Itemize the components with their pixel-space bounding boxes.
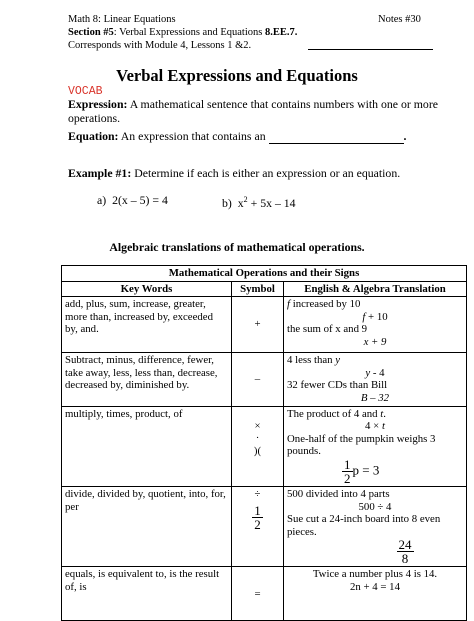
fraction-denominator: 8 — [401, 551, 409, 567]
example-label: Example #1: — [68, 166, 132, 180]
keywords-cell: multiply, times, product, of — [62, 406, 232, 486]
translation-text: increased by 10 — [290, 298, 361, 311]
table-row — [62, 406, 467, 486]
algebra-text: 4 × — [365, 420, 382, 433]
parentheses-symbol: )( — [253, 444, 262, 457]
times-symbol: × — [254, 419, 261, 432]
table-row — [62, 297, 467, 353]
keywords-cell: equals, is equivalent to, is the result of, is — [62, 567, 232, 621]
course-title: Math 8: Linear Equations — [68, 14, 176, 25]
keywords-cell: Subtract, minus, difference, fewer, take away, less, less than, decrease, decreased by, diminished by. — [62, 353, 232, 406]
expression-definition — [68, 97, 448, 125]
equals-symbol: = — [232, 567, 284, 621]
translation-algebra — [287, 420, 463, 433]
header-symbol: Symbol — [232, 281, 284, 297]
fraction-numerator: 1 — [254, 502, 261, 518]
example-a-label: a) — [97, 193, 107, 207]
header-key-words: Key Words — [62, 281, 232, 297]
translation-text: 32 fewer CDs than Bill — [287, 379, 388, 392]
keywords-cell: add, plus, sum, increase, greater, more than, increased by, exceeded by, and. — [62, 297, 232, 353]
fraction-denominator: 2 — [254, 516, 261, 532]
name-blank — [308, 49, 433, 50]
section-text: : Verbal Expressions and Equations — [113, 27, 265, 38]
translation-cell — [284, 297, 467, 353]
translation-text: The product of 4 and — [287, 407, 381, 420]
table-header-row — [62, 281, 467, 297]
variable-t: t — [381, 420, 385, 433]
multiply-symbols — [232, 406, 284, 486]
equation-end: . — [403, 129, 407, 143]
expression-def: A mathematical sentence that contains numbers with one or more operations. — [68, 97, 438, 125]
module-line: Corresponds with Module 4, Lessons 1 &2. — [68, 40, 252, 51]
fraction — [397, 538, 414, 565]
variable-f: f — [287, 298, 290, 311]
example-a-expr: 2(x – 5) = 4 — [112, 193, 168, 207]
example-b — [222, 193, 296, 210]
fraction-denominator: 2 — [344, 470, 351, 486]
table-row — [62, 486, 467, 566]
header-translation: English & Algebra Translation — [284, 281, 467, 297]
section-line — [68, 27, 297, 39]
equation-def: An expression that contains an — [118, 129, 269, 143]
variable-y: y — [335, 354, 341, 367]
translation-cell — [284, 353, 467, 406]
fraction — [342, 458, 353, 485]
page-title: Verbal Expressions and Equations — [116, 66, 358, 85]
example-b-label: b) — [222, 195, 232, 210]
standard-code: 8.EE.7. — [264, 27, 298, 38]
fraction-answer — [287, 538, 463, 565]
fraction-numerator: 24 — [398, 537, 412, 553]
section-label: Section #5 — [68, 27, 114, 38]
example-b-rest: + 5x – 14 — [247, 195, 296, 210]
equation-term: Equation: — [68, 129, 119, 143]
algebra-text: + 10 — [365, 310, 388, 323]
algebra-text: - 4 — [370, 366, 385, 379]
translation-cell — [284, 486, 467, 566]
fraction-equation — [287, 458, 463, 485]
equation-rest: p = 3 — [352, 462, 380, 478]
example-prompt — [68, 166, 400, 180]
fraction-symbol — [235, 504, 280, 531]
translation-algebra: 500 ÷ 4 — [358, 500, 392, 513]
minus-symbol: – — [232, 353, 284, 406]
translation-text: 500 divided into 4 parts — [287, 487, 390, 500]
variable-t: t — [380, 407, 384, 420]
table-caption-row — [62, 266, 467, 282]
translation-cell — [284, 406, 467, 486]
fraction-numerator: 1 — [344, 456, 351, 472]
translation-algebra — [287, 367, 463, 380]
expression-term: Expression: — [68, 97, 128, 111]
equation-definition — [68, 129, 448, 144]
divide-symbols — [232, 486, 284, 566]
notes-number: Notes #30 — [378, 14, 421, 25]
translation-text: One-half of the pumpkin weighs 3 pounds. — [287, 432, 436, 458]
variable-y: y — [365, 366, 371, 379]
translation-text: the sum of x and 9 — [287, 323, 368, 336]
vocab-label: VOCAB — [68, 85, 103, 98]
translation-algebra: x + 9 — [363, 335, 387, 348]
equation-blank — [269, 129, 404, 144]
fraction — [252, 504, 263, 531]
variable-f: f — [362, 310, 366, 323]
translation-text: Twice a number plus 4 is 14. — [312, 568, 438, 581]
translation-algebra: 2n + 4 = 14 — [350, 580, 400, 593]
example-a — [97, 193, 168, 207]
section-heading: Algebraic translations of mathematical operations. — [109, 240, 365, 254]
keywords-cell: divide, divided by, quotient, into, for, per — [62, 486, 232, 566]
table-caption: Mathematical Operations and their Signs — [62, 266, 467, 282]
table-row — [62, 353, 467, 406]
dot-symbol: · — [255, 432, 260, 445]
translation-text: Sue cut a 24-inch board into 8 even pieces. — [287, 513, 441, 538]
translation-text: . — [383, 407, 386, 420]
translation-algebra — [287, 311, 463, 324]
example-b-base: x — [237, 195, 244, 210]
example-b-exponent: 2 — [243, 195, 248, 204]
translation-algebra: B – 32 — [360, 391, 390, 404]
example-text: Determine if each is either an expression or an equation. — [131, 166, 401, 180]
plus-symbol: + — [232, 297, 284, 353]
divide-symbol: ÷ — [254, 487, 261, 500]
operations-table — [61, 265, 467, 621]
translation-text: 4 less than — [287, 354, 336, 367]
